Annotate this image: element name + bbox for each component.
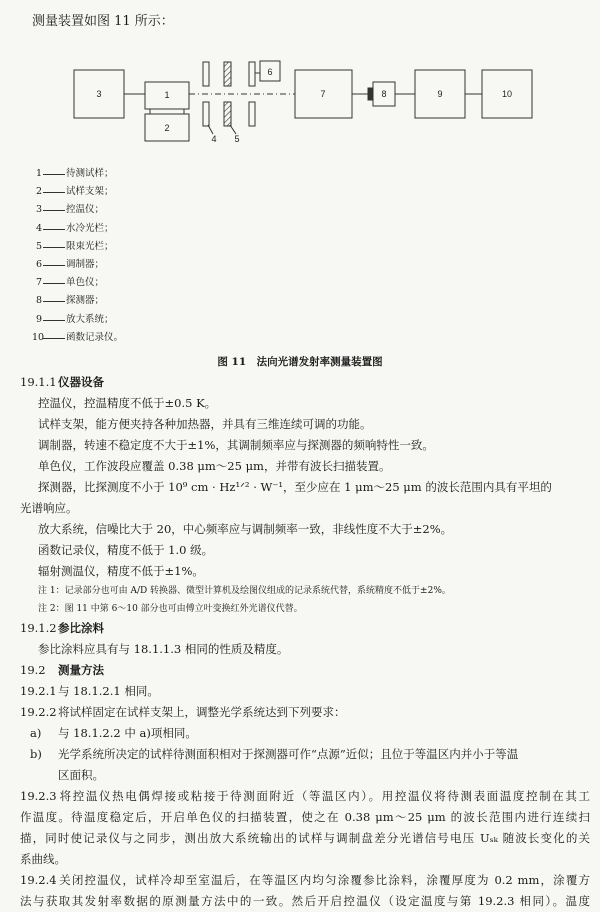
paragraph-text: 与 18.1.2.1 相同。 [58, 684, 159, 698]
paragraph-line: 辐射测温仪，精度不低于±1%。 [38, 564, 204, 578]
note-line: 注 2：图 11 中第 6～10 部分也可由傅立叶变换红外光谱仪代替。 [38, 604, 303, 614]
legend-number: 10 [32, 331, 45, 343]
aperture-5-lower [224, 102, 231, 126]
paragraph-line: 调制器，转速不稳定度不大于±1%，其调制频率应与探测器的频响特性一致。 [38, 438, 434, 452]
legend-leader [43, 292, 65, 302]
numbered-paragraph [20, 870, 590, 891]
callout-label-4: 4 [211, 134, 217, 144]
legend-number: 6 [35, 258, 42, 270]
box-label-6: 6 [267, 67, 273, 77]
section-heading [20, 372, 590, 393]
paragraph-continuation: 作温度。待温度稳定后，开启单色仪的扫描装置，使之在 0.38 μm～25 μm 的波长范围内进行连续扫 [20, 810, 590, 824]
numbered-paragraph [20, 786, 590, 807]
list-item [20, 723, 590, 744]
list-text: 光学系统所决定的试样待测面积相对于探测器可作“点源”近似；且位于等温区内并小于等温 [58, 747, 519, 761]
paragraph-line: 探测器，比探测度不小于 10⁹ cm · Hz¹ᐟ² · W⁻¹，至少应在 1 μm～25 μm 的波长范围内具有平坦的 [38, 480, 552, 494]
aperture-5-upper [224, 62, 231, 86]
box-label-10: 10 [501, 89, 513, 99]
legend-leader [43, 201, 65, 211]
section-title: 仪器设备 [58, 375, 104, 389]
paragraph-line: 函数记录仪，精度不低于 1.0 级。 [38, 543, 214, 557]
paragraph-line: 参比涂料应具有与 18.1.1.3 相同的性质及精度。 [38, 642, 289, 656]
list-marker: a) [30, 726, 42, 740]
paragraph-continuation: 系曲线。 [20, 852, 66, 866]
legend-item [32, 256, 292, 274]
legend-leader [43, 183, 65, 193]
intro-text: 测量装置如图 11 所示： [32, 14, 174, 29]
legend-number: 1 [35, 168, 42, 179]
list-marker: b) [30, 747, 42, 761]
legend-text: 待测试样； [66, 168, 114, 179]
callout-label-5: 5 [234, 134, 240, 144]
legend-number: 8 [35, 295, 42, 307]
legend-item [32, 329, 292, 347]
legend-number: 4 [35, 222, 42, 234]
legend-text: 探测器； [66, 295, 105, 307]
legend-item [32, 238, 292, 256]
legend-leader [43, 311, 65, 321]
body-text [20, 372, 590, 912]
aperture-4-lower [203, 102, 209, 126]
legend-leader [43, 256, 65, 266]
paragraph-text: 将试样固定在试样支架上，调整光学系统达到下列要求： [58, 705, 346, 719]
paragraph-line: 试样支架，能方便夹持各种加热器，并具有三维连续可调的功能。 [38, 417, 372, 431]
list-continuation: 区面积。 [58, 768, 104, 782]
legend-leader [43, 165, 65, 175]
legend-text: 控温仪； [66, 204, 105, 216]
legend-leader [43, 220, 65, 230]
section-heading [20, 618, 590, 639]
paragraph-continuation: 描，同时使记录仪与之同步，测出放大系统输出的试样与调制盘差分光谱信号电压 Uₛₖ 随波长变化的关 [20, 831, 590, 845]
legend-text: 水冷光栏； [66, 222, 114, 234]
paragraph-line: 控温仪，控温精度不低于±0.5 K。 [38, 396, 217, 410]
note-line: 注 1：记录部分也可由 A/D 转换器、微型计算机及绘图仪组成的记录系统代替，系统精度不低于±2%。 [38, 586, 451, 596]
numbered-paragraph [20, 702, 590, 723]
legend-leader [43, 329, 65, 339]
legend-number: 3 [35, 204, 42, 216]
section-number: 19.2.2 [20, 705, 57, 719]
legend-text: 函数记录仪。 [66, 331, 124, 343]
paragraph-text: 关闭控温仪，试样冷却至室温后，在等温区内均匀涂覆参比涂料，涂覆厚度为 0.2 mm，涂覆方 [58, 873, 590, 887]
paragraph-line: 放大系统，信噪比大于 20，中心频率应与调制频率一致，非线性度不大于±2%。 [38, 522, 453, 536]
section-number: 19.2 [20, 663, 46, 677]
detector-window [368, 88, 373, 100]
section-number: 19.2.3 [20, 789, 57, 803]
box-label-3: 3 [96, 89, 102, 99]
numbered-paragraph [20, 681, 590, 702]
paragraph-text: 将控温仪热电偶焊接或粘接于待测面附近（等温区内）。用控温仪将待测表面温度控制在其工 [58, 789, 590, 803]
section-number: 19.2.1 [20, 684, 57, 698]
legend-number: 9 [35, 313, 42, 325]
list-text: 与 18.1.2.2 中 a)项相同。 [58, 726, 197, 740]
legend-number: 2 [35, 186, 42, 198]
box-label-2: 2 [164, 123, 170, 133]
legend-leader [43, 238, 65, 248]
legend-item [32, 201, 292, 219]
section-number: 19.2.4 [20, 873, 57, 887]
chopper-disc-upper [249, 62, 255, 86]
box-label-8: 8 [381, 89, 387, 99]
section-title: 参比涂料 [58, 621, 104, 635]
legend-item [32, 274, 292, 292]
paragraph-continuation: 法与获取其发射率数据的原测量方法中的一致。然后开启控温仪（设定温度与第 19.2.3 相同）。温度 [20, 894, 590, 908]
legend-item [32, 220, 292, 238]
section-number: 19.1.2 [20, 621, 57, 635]
figure-caption: 图 11 法向光谱发射率测量装置图 [217, 356, 383, 368]
box-label-9: 9 [437, 89, 443, 99]
legend-number: 7 [35, 277, 42, 289]
legend-text: 限束光栏； [66, 240, 114, 252]
paragraph-line: 单色仪，工作波段应覆盖 0.38 μm～25 μm，并带有波长扫描装置。 [38, 459, 391, 473]
figure-legend [32, 165, 292, 347]
legend-text: 放大系统； [66, 313, 114, 325]
box-label-7: 7 [320, 89, 326, 99]
legend-item [32, 165, 292, 183]
paragraph-continuation: 光谱响应。 [20, 501, 78, 515]
aperture-4-upper [203, 62, 209, 86]
legend-text: 调制器； [66, 258, 105, 270]
box-label-1: 1 [164, 90, 170, 100]
legend-leader [43, 274, 65, 284]
section-heading [20, 660, 590, 681]
list-item [20, 744, 590, 765]
legend-text: 单色仪； [66, 277, 105, 289]
section-title: 测量方法 [58, 663, 104, 677]
legend-number: 5 [35, 240, 42, 252]
measurement-diagram [0, 30, 600, 145]
legend-item [32, 311, 292, 329]
chopper-disc-lower [249, 102, 255, 126]
legend-text: 试样支架； [66, 186, 114, 198]
section-number: 19.1.1 [20, 375, 57, 389]
legend-item [32, 292, 292, 310]
legend-item [32, 183, 292, 201]
